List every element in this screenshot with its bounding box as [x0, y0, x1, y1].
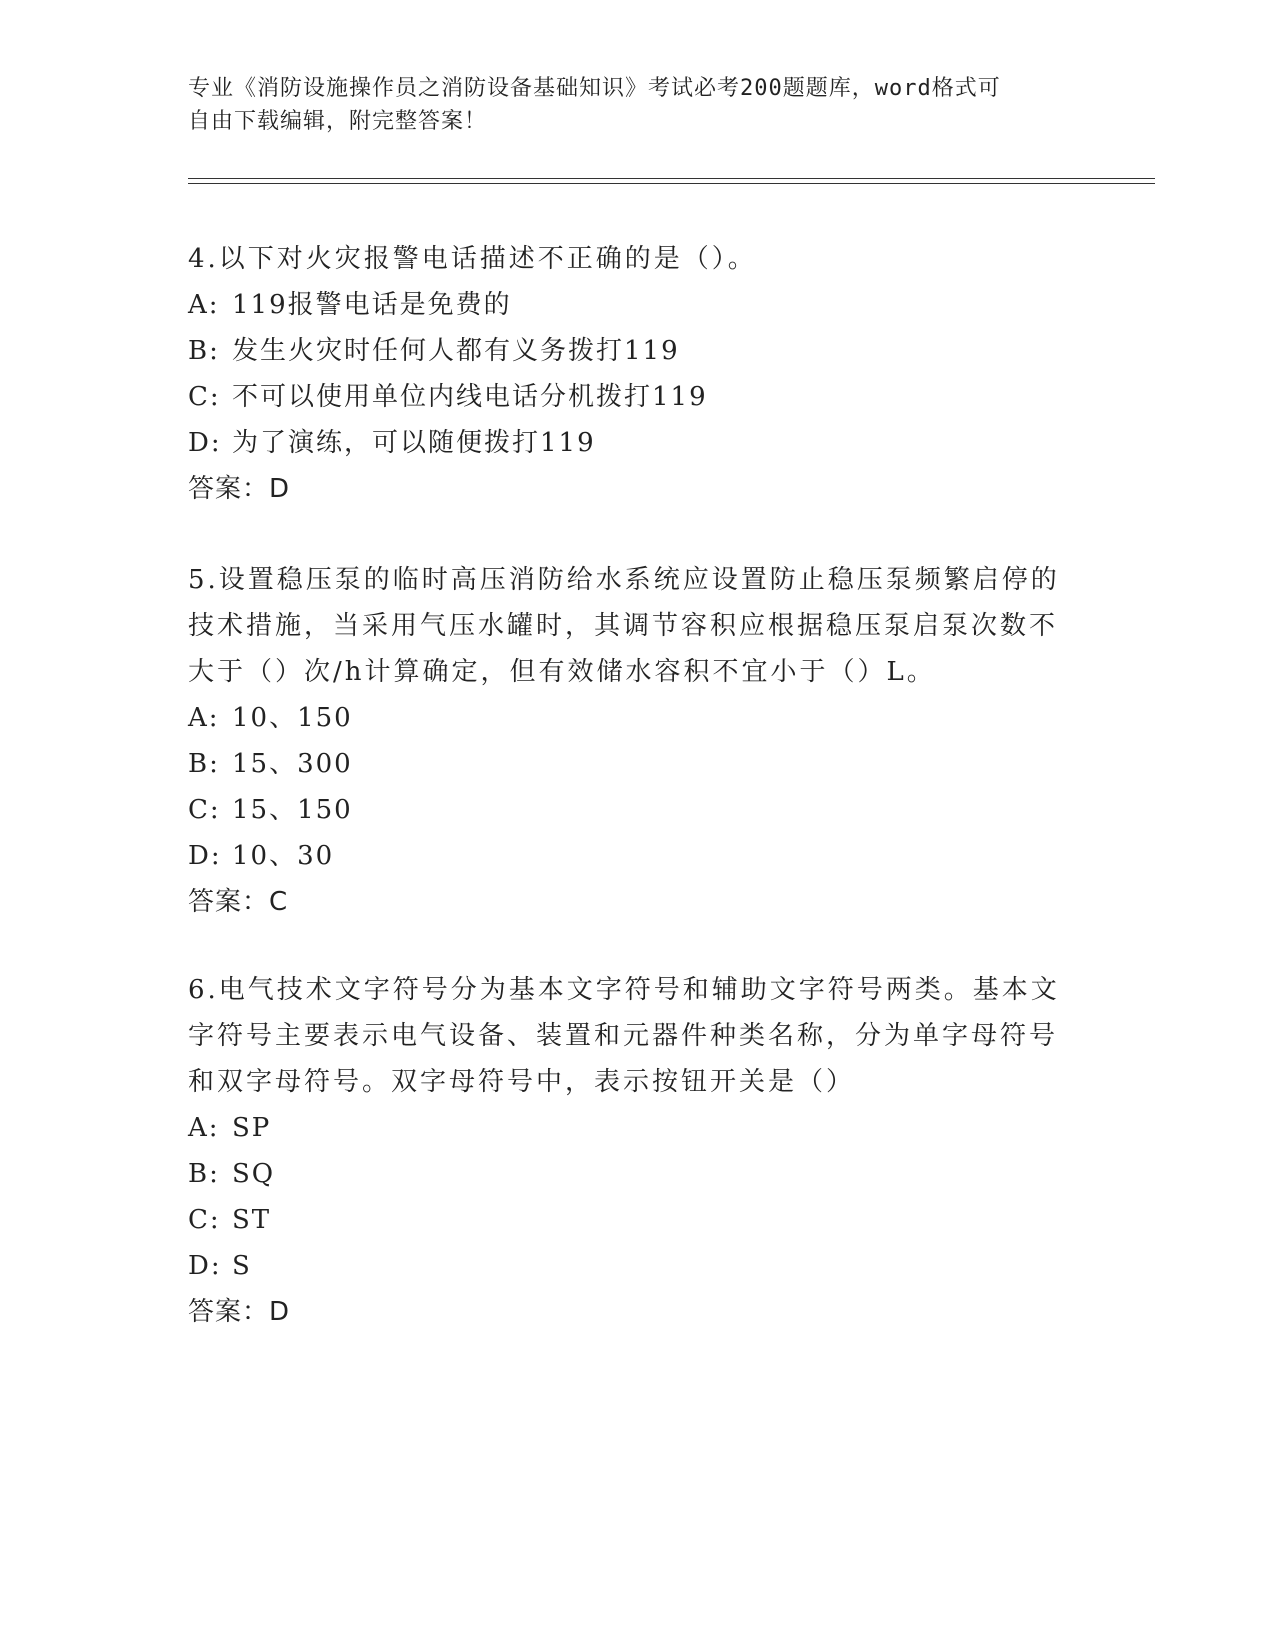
option-text: SP	[232, 1113, 272, 1143]
option-text: 为了演练，可以随便拨打119	[232, 428, 596, 458]
header-line-1: 专业《消防设施操作员之消防设备基础知识》考试必考200题题库，word格式可	[188, 76, 1001, 101]
header-line-2: 自由下载编辑，附完整答案！	[188, 109, 488, 134]
document-header	[188, 72, 1068, 138]
option-key: C:	[188, 382, 221, 412]
option-c	[188, 374, 1068, 420]
question-5	[188, 557, 1068, 925]
option-key: C:	[188, 795, 221, 825]
option-text: 15、300	[232, 749, 353, 779]
answer: 答案：D	[188, 474, 291, 504]
option-b	[188, 328, 1068, 374]
option-text: 发生火灾时任何人都有义务拨打119	[232, 336, 680, 366]
header-divider-bottom	[188, 183, 1155, 184]
option-key: C:	[188, 1205, 221, 1235]
question-stem: 5.设置稳压泵的临时高压消防给水系统应设置防止稳压泵频繁启停的技术措施，当采用气压水罐时，其调节容积应根据稳压泵启泵次数不大于（）次/h计算确定，但有效储水容积不宜小于（）L。	[188, 565, 1060, 687]
option-a	[188, 695, 1068, 741]
option-key: D:	[188, 1251, 222, 1281]
option-key: D:	[188, 841, 222, 871]
answer: 答案：D	[188, 1297, 291, 1327]
option-d	[188, 833, 1068, 879]
option-key: D:	[188, 428, 222, 458]
question-4	[188, 236, 1068, 512]
option-a	[188, 282, 1068, 328]
option-key: B:	[188, 336, 220, 366]
option-key: A:	[188, 1113, 220, 1143]
answer: 答案：C	[188, 887, 289, 917]
option-text: 不可以使用单位内线电话分机拨打119	[232, 382, 708, 412]
option-text: 10、30	[232, 841, 335, 871]
option-b	[188, 1151, 1068, 1197]
option-b	[188, 741, 1068, 787]
option-d	[188, 420, 1068, 466]
option-key: B:	[188, 749, 220, 779]
option-c	[188, 787, 1068, 833]
option-key: A:	[188, 703, 220, 733]
option-text: SQ	[232, 1159, 276, 1189]
question-stem: 4.以下对火灾报警电话描述不正确的是（）。	[188, 244, 757, 274]
option-text: 15、150	[232, 795, 353, 825]
option-c	[188, 1197, 1068, 1243]
option-text: S	[232, 1251, 252, 1281]
option-key: A:	[188, 290, 220, 320]
option-d	[188, 1243, 1068, 1289]
option-key: B:	[188, 1159, 220, 1189]
option-text: 119报警电话是免费的	[232, 290, 512, 320]
question-stem: 6.电气技术文字符号分为基本文字符号和辅助文字符号两类。基本文字符号主要表示电气设备、装置和元器件种类名称，分为单字母符号和双字母符号。双字母符号中，表示按钮开关是（）	[188, 975, 1060, 1097]
option-text: 10、150	[232, 703, 353, 733]
option-text: ST	[232, 1205, 272, 1235]
header-divider-top	[188, 178, 1155, 179]
question-6	[188, 967, 1068, 1335]
option-a	[188, 1105, 1068, 1151]
